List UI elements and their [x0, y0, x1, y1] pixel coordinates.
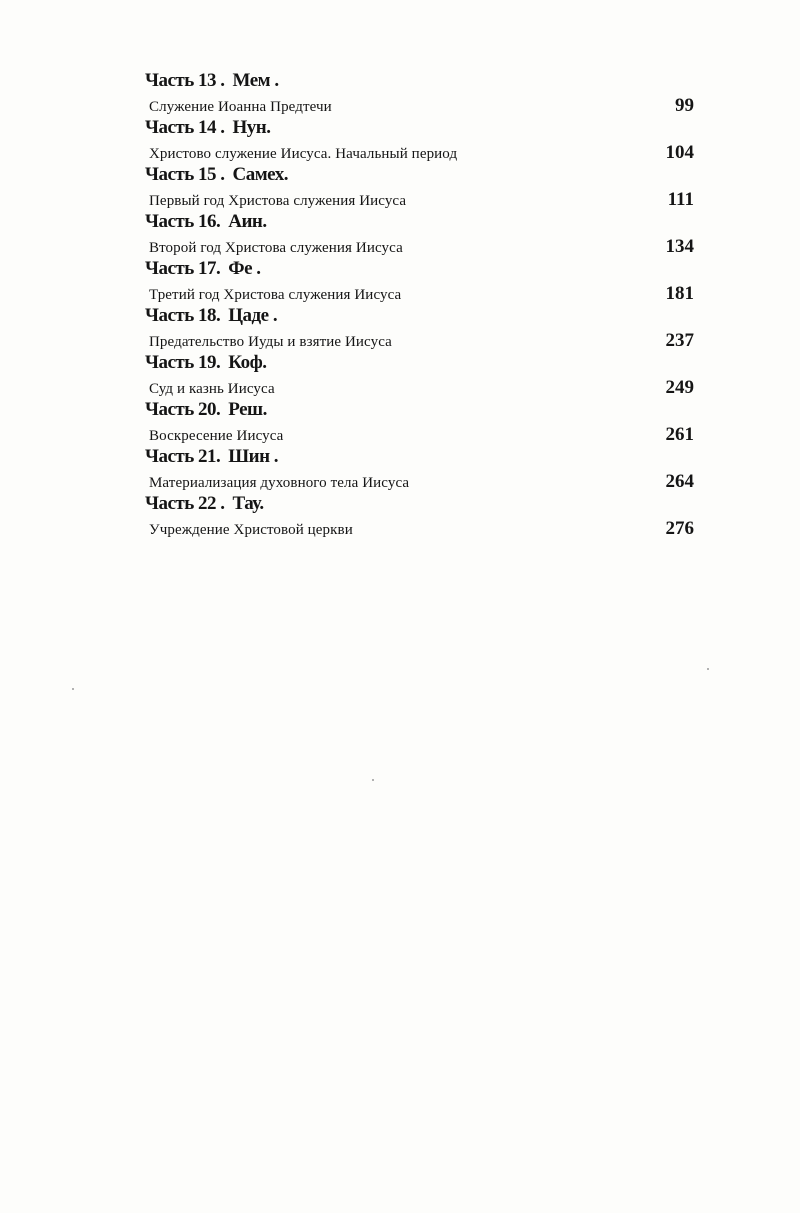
part-heading: [145, 117, 271, 139]
toc-entry: [145, 399, 700, 446]
toc-entry: [145, 352, 700, 399]
page-number: 99: [675, 95, 694, 116]
part-number: Часть 16.: [145, 211, 221, 232]
paper-speck: [72, 688, 74, 690]
part-name: Коф.: [228, 352, 267, 373]
part-number: Часть 14 .: [145, 117, 225, 138]
part-heading: [145, 399, 267, 421]
part-number: Часть 19.: [145, 352, 221, 373]
part-number: Часть 18.: [145, 305, 221, 326]
part-title: Служение Иоанна Предтечи: [149, 99, 332, 115]
table-of-contents: [145, 70, 700, 540]
part-title: Христово служение Иисуса. Начальный период: [149, 146, 458, 162]
part-heading: [145, 211, 267, 233]
part-title: Учреждение Христовой церкви: [149, 522, 353, 538]
part-name: Аин.: [228, 211, 267, 232]
part-heading: [145, 70, 279, 92]
part-number: Часть 15 .: [145, 164, 225, 185]
page-number: 276: [665, 518, 694, 539]
toc-entry: [145, 446, 700, 493]
part-title: Материализация духовного тела Иисуса: [149, 475, 410, 491]
part-title: Второй год Христова служения Иисуса: [149, 240, 403, 256]
part-heading: [145, 164, 288, 186]
page-number: 181: [665, 283, 694, 304]
part-heading: [145, 305, 277, 327]
page-number: 261: [665, 424, 694, 445]
paper-speck: [707, 668, 709, 670]
part-title: Первый год Христова служения Иисуса: [149, 193, 407, 209]
part-heading: [145, 258, 261, 280]
toc-entry: [145, 258, 700, 305]
page-number: 104: [665, 142, 694, 163]
part-number: Часть 20.: [145, 399, 221, 420]
page-number: 111: [667, 189, 694, 210]
toc-entry: [145, 305, 700, 352]
part-title: Воскресение Иисуса: [149, 428, 284, 444]
part-name: Фе .: [228, 258, 261, 279]
toc-entry: [145, 211, 700, 258]
page-number: 264: [665, 471, 694, 492]
part-title: Третий год Христова служения Иисуса: [149, 287, 402, 303]
part-name: Самех.: [232, 164, 288, 185]
part-heading: [145, 493, 264, 515]
toc-entry: [145, 493, 700, 540]
page-number: 134: [665, 236, 694, 257]
paper-speck: [372, 779, 374, 781]
toc-entry: [145, 164, 700, 211]
part-number: Часть 17.: [145, 258, 221, 279]
part-number: Часть 22 .: [145, 493, 225, 514]
part-name: Тау.: [232, 493, 264, 514]
toc-entry: [145, 117, 700, 164]
part-heading: [145, 352, 267, 374]
part-name: Мем .: [232, 70, 279, 91]
part-number: Часть 13 .: [145, 70, 225, 91]
page-number: 249: [665, 377, 694, 398]
toc-entry: [145, 70, 700, 117]
part-number: Часть 21.: [145, 446, 221, 467]
part-title: Предательство Иуды и взятие Иисуса: [149, 334, 392, 350]
part-name: Реш.: [228, 399, 267, 420]
part-title: Суд и казнь Иисуса: [149, 381, 275, 397]
part-name: Шин .: [228, 446, 279, 467]
part-name: Цаде .: [228, 305, 278, 326]
part-heading: [145, 446, 278, 468]
part-name: Нун.: [232, 117, 271, 138]
page-number: 237: [665, 330, 694, 351]
